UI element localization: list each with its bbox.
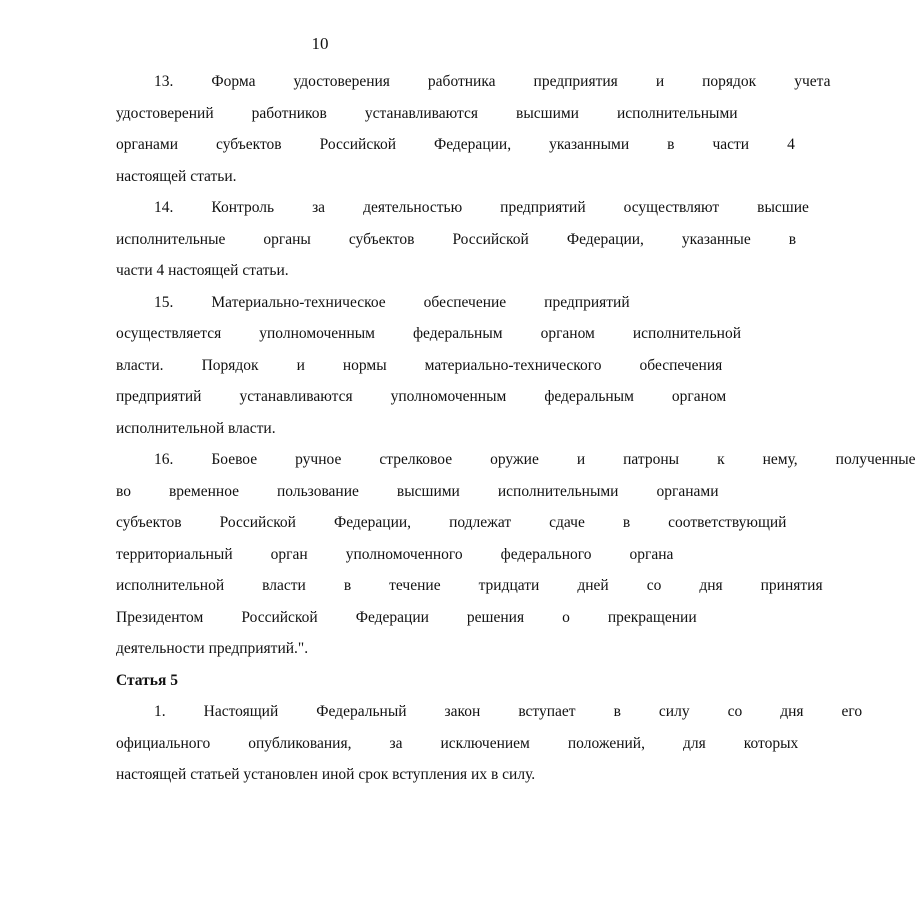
paragraph-line: 14. Контроль за деятельностью предприятий осуществляют высшие	[154, 199, 809, 216]
paragraph-line: субъектов Российской Федерации, подлежат сдаче в соответствующий	[116, 514, 787, 531]
paragraph-line: 15. Материально-техническое обеспечение предприятий	[154, 293, 630, 311]
paragraph-line: исполнительной власти в течение тридцати дней со дня принятия	[116, 577, 823, 594]
paragraph-line: официального опубликования, за исключением положений, для которых	[116, 734, 799, 752]
paragraph-line: власти. Порядок и нормы материально-технического обеспечения	[116, 356, 723, 374]
paragraph-line: удостоверений работников устанавливаются высшими исполнительными	[116, 104, 738, 122]
paragraph-line: 13. Форма удостоверения работника предприятия и порядок учета	[154, 73, 831, 90]
paragraph-line: деятельности предприятий.".	[116, 640, 309, 657]
paragraph-14	[78, 192, 809, 287]
paragraph-line: исполнительной власти.	[116, 419, 276, 437]
paragraph-line: органами субъектов Российской Федерации, указанными в части 4	[116, 136, 795, 153]
paragraph-line: осуществляется уполномоченным федеральным органом исполнительной	[116, 325, 741, 342]
paragraph-line: части 4 настоящей статьи.	[116, 262, 289, 279]
paragraph-15	[78, 287, 741, 445]
paragraph-13	[78, 66, 831, 192]
page-number: 10	[311, 34, 329, 53]
paragraph-line: Президентом Российской Федерации решения о прекращении	[116, 608, 697, 626]
document-body	[78, 66, 916, 791]
paragraph-line: исполнительные органы субъектов Российской Федерации, указанные в	[116, 230, 797, 248]
paragraph-line: 1. Настоящий Федеральный закон вступает в силу со дня его	[154, 703, 863, 720]
paragraph-16	[78, 444, 916, 665]
paragraph-line: во временное пользование высшими исполнительными органами	[116, 482, 719, 500]
article-heading: Статья 5	[116, 671, 178, 689]
article-paragraph-1	[78, 696, 863, 791]
paragraph-line: 16. Боевое ручное стрелковое оружие и патроны к нему, полученные	[154, 451, 916, 468]
paragraph-line: настоящей статьи.	[116, 167, 237, 185]
paragraph-line: настоящей статьей установлен иной срок вступления их в силу.	[116, 766, 536, 783]
paragraph-line: предприятий устанавливаются уполномоченным федеральным органом	[116, 388, 727, 405]
paragraph-line: территориальный орган уполномоченного федерального органа	[116, 545, 674, 563]
